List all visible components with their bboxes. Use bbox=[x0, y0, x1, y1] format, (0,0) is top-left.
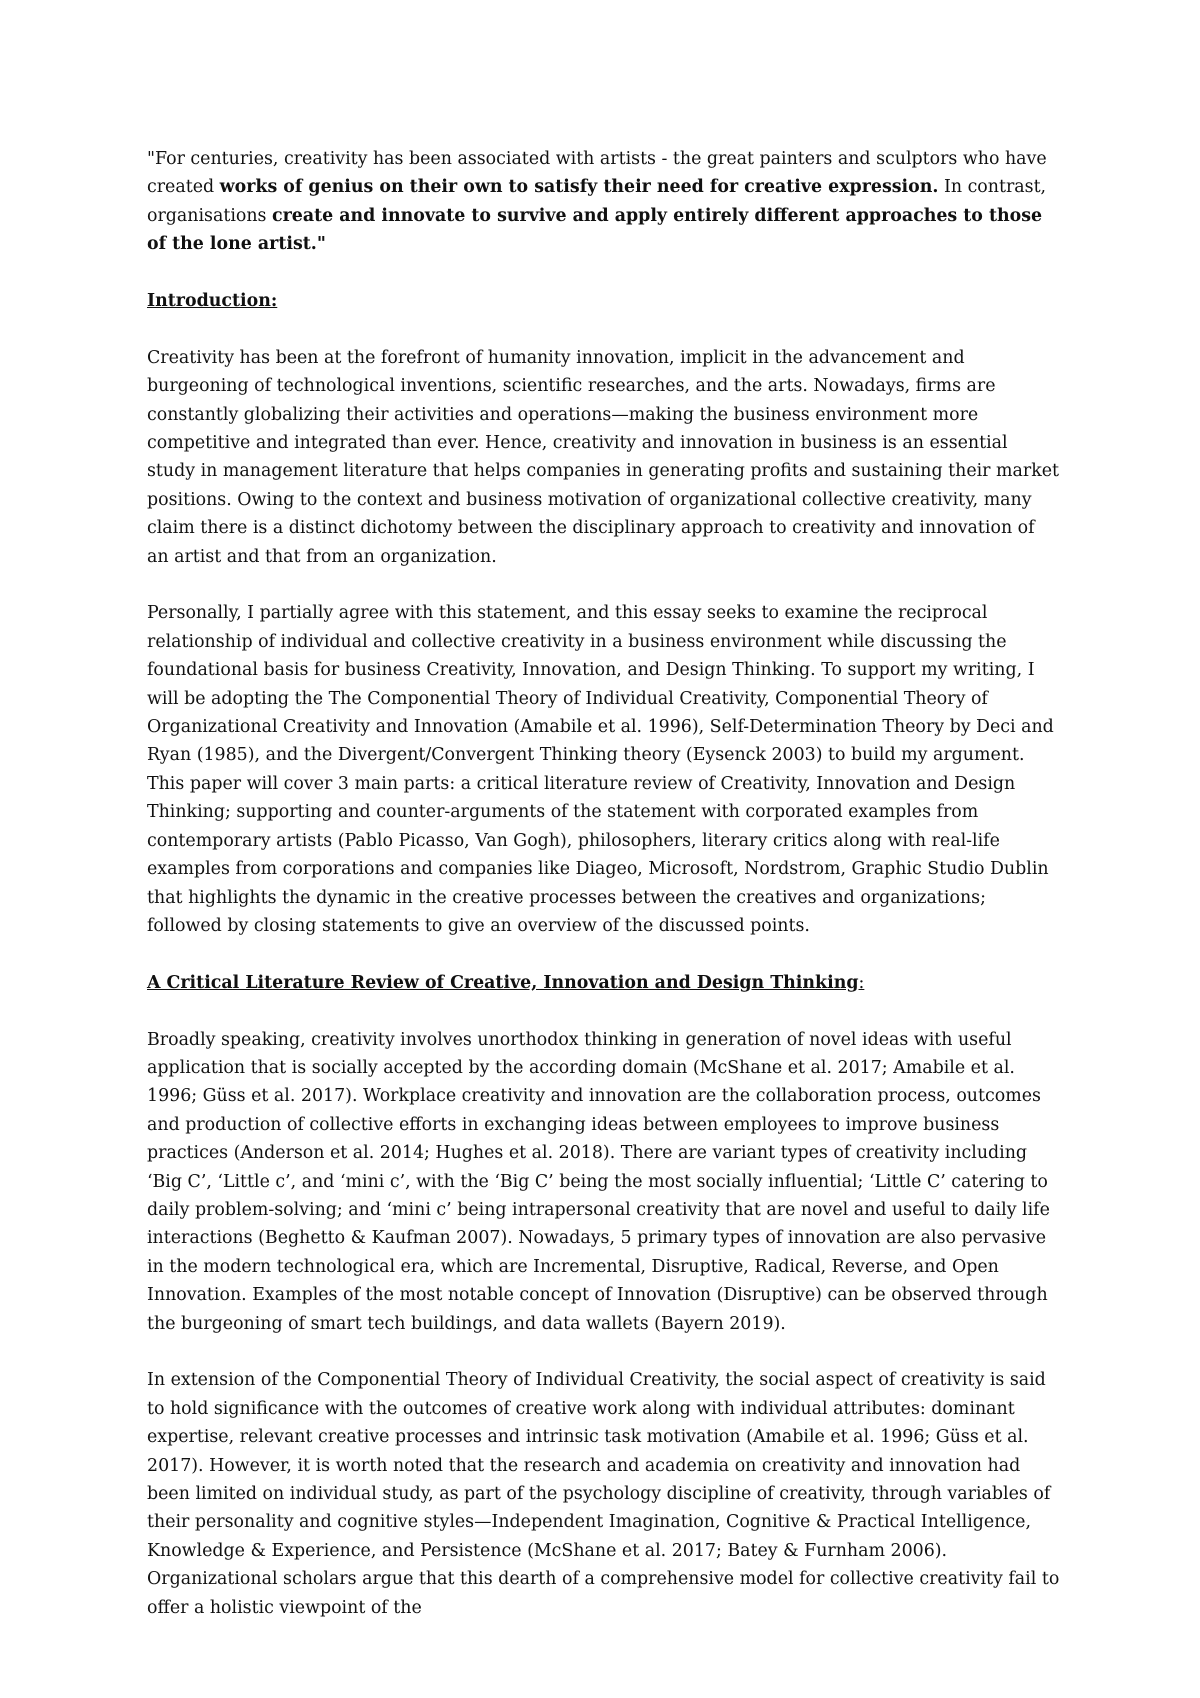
introduction-heading: Introduction: bbox=[147, 291, 278, 312]
literature-review-paragraph-2: In extension of the Componential Theory of Individual Creativity, the social aspect of creativity is said to hold significance with the outcomes of creative work along with individual attributes: dominant expertise, relevant creative processes and intrinsic task motivation (Amabile et al. 1996; Güss et al. 2017). However, it is worth noted that the research and academia on creativity and innovation had been limited on individual study, as part of the psychology discipline of creativity, through variables of their personality and cognitive styles—Independent Imagination, Cognitive & Practical Intelligence, Knowledge & Experience, and Persistence (McShane et al. 2017; Batey & Furnham 2006). Organizational scholars argue that this dearth of a comprehensive model for collective creativity fail to offer a holistic viewpoint of the bbox=[147, 1370, 1060, 1618]
introduction-paragraph-1: Creativity has been at the forefront of humanity innovation, implicit in the advancement and burgeoning of technological inventions, scientific researches, and the arts. Nowadays, firms are constantly globalizing their activities and operations—making the business environment more competitive and integrated than ever. Hence, creativity and innovation in business is an essential study in management literature that helps companies in generating profits and sustaining their market positions. Owing to the context and business motivation of organizational collective creativity, many claim there is a distinct dichotomy between the disciplinary approach to creativity and innovation of an artist and that from an organization. bbox=[147, 347, 1060, 567]
literature-review-paragraph-1: Broadly speaking, creativity involves unorthodox thinking in generation of novel ideas with useful application that is socially accepted by the according domain (McShane et al. 2017; Amabile et al. 1996; Güss et al. 2017). Workplace creativity and innovation are the collaboration process, outcomes and production of collective efforts in exchanging ideas between employees to improve business practices (Anderson et al. 2014; Hughes et al. 2018). There are variant types of creativity including ‘Big C’, ‘Little c’, and ‘mini c’, with the ‘Big C’ being the most socially influential; ‘Little C’ catering to daily problem-solving; and ‘mini c’ being intrapersonal creativity that are novel and useful to daily life interactions (Beghetto & Kaufman 2007). Nowadays, 5 primary types of innovation are also pervasive in the modern technological era, which are Incremental, Disruptive, Radical, Reverse, and Open Innovation. Examples of the most notable concept of Innovation (Disruptive) can be observed through the burgeoning of smart tech buildings, and data wallets (Bayern 2019). bbox=[147, 1029, 1050, 1334]
opening-quote bbox=[147, 145, 1060, 259]
literature-review-heading bbox=[147, 969, 1060, 997]
quote-bold-2: create and innovate to survive and apply entirely different approaches to those of the lone artist." bbox=[147, 205, 1043, 255]
introduction-paragraph-2: Personally, I partially agree with this statement, and this essay seeks to examine the reciprocal relationship of individual and collective creativity in a business environment while discussing the foundational basis for business Creativity, Innovation, and Design Thinking. To support my writing, I will be adopting the The Componential Theory of Individual Creativity, Componential Theory of Organizational Creativity and Innovation (Amabile et al. 1996), Self-Determination Theory by Deci and Ryan (1985), and the Divergent/Convergent Thinking theory (Eysenck 2003) to build my argument. This paper will cover 3 main parts: a critical literature review of Creativity, Innovation and Design Thinking; supporting and counter-arguments of the statement with corporated examples from contemporary artists (Pablo Picasso, Van Gogh), philosophers, literary critics along with real-life examples from corporations and companies like Diageo, Microsoft, Nordstrom, Graphic Studio Dublin that highlights the dynamic in the creative processes between the creatives and organizations; followed by closing statements to give an overview of the discussed points. bbox=[147, 603, 1054, 936]
literature-review-heading-text: A Critical Literature Review of Creative, Innovation and Design Thinking bbox=[147, 972, 859, 993]
literature-review-heading-colon: : bbox=[858, 972, 865, 993]
quote-text-1: "For centuries, creativity has been associated with artists - the great painters and sculptors who have created bbox=[147, 149, 1047, 198]
quote-text-2: In contrast, organisations bbox=[147, 177, 1047, 226]
quote-bold-1: works of genius on their own to satisfy their need for creative expression. bbox=[219, 177, 939, 198]
